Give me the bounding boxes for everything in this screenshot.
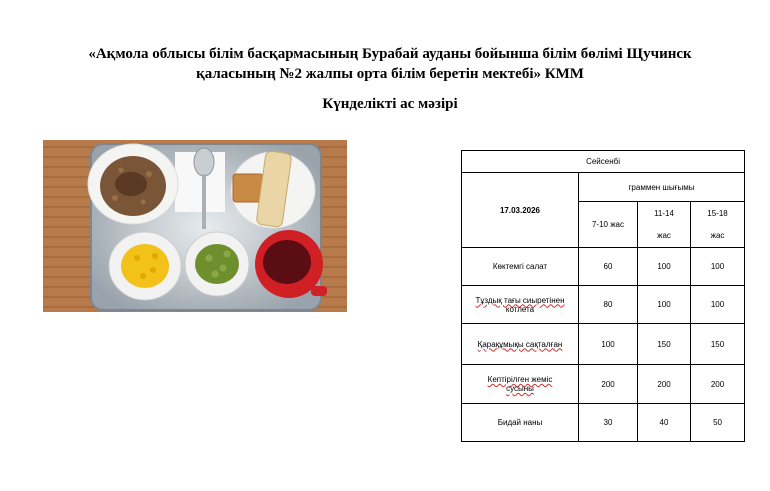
- menu-date: 17.03.2026: [462, 173, 579, 248]
- dish-name: Көктемгі салат: [462, 248, 579, 286]
- title-line-2: қаласының №2 жалпы орта білім беретін мектебі» КММ: [196, 66, 584, 82]
- age-col-3: 15-18 жас: [691, 202, 745, 248]
- portion-value: 60: [579, 248, 638, 286]
- portion-value: 50: [691, 404, 745, 442]
- portion-value: 100: [691, 248, 745, 286]
- dish-name: Тұздық тағы сиыретінен котлета: [462, 286, 579, 324]
- portion-value: 150: [691, 324, 745, 365]
- dish-name: Кептірілген жеміс сусыны: [462, 365, 579, 404]
- portion-value: 200: [638, 365, 691, 404]
- title-line-1: «Ақмола облысы білім басқармасының Бурабай ауданы бойынша білім бөлімі Щучинск: [88, 46, 692, 62]
- day-of-week: Сейсенбі: [462, 151, 745, 173]
- food-tray-photo: [43, 140, 347, 312]
- portion-value: 200: [579, 365, 638, 404]
- age-col-1: 7-10 жас: [579, 202, 638, 248]
- grams-header: граммен шығымы: [579, 173, 745, 202]
- portion-value: 100: [579, 324, 638, 365]
- portion-value: 40: [638, 404, 691, 442]
- portion-value: 150: [638, 324, 691, 365]
- portion-value: 100: [638, 248, 691, 286]
- portion-value: 200: [691, 365, 745, 404]
- spoon: [194, 148, 214, 176]
- page-subtitle: Күнделікті ас мәзірі: [322, 96, 458, 112]
- age-col-2: 11-14 жас: [638, 202, 691, 248]
- table-row: [462, 248, 745, 286]
- dish-name: Қарақұмықы сақталған: [462, 324, 579, 365]
- biscuit: [233, 174, 263, 202]
- table-row: [462, 365, 745, 404]
- portion-value: 80: [579, 286, 638, 324]
- page-title: [40, 44, 740, 84]
- table-row: [462, 286, 745, 324]
- portion-value: 100: [691, 286, 745, 324]
- table-row: [462, 404, 745, 442]
- dish-name: Бидай наны: [462, 404, 579, 442]
- table-row: [462, 324, 745, 365]
- portion-value: 100: [638, 286, 691, 324]
- menu-table: [461, 150, 745, 442]
- portion-value: 30: [579, 404, 638, 442]
